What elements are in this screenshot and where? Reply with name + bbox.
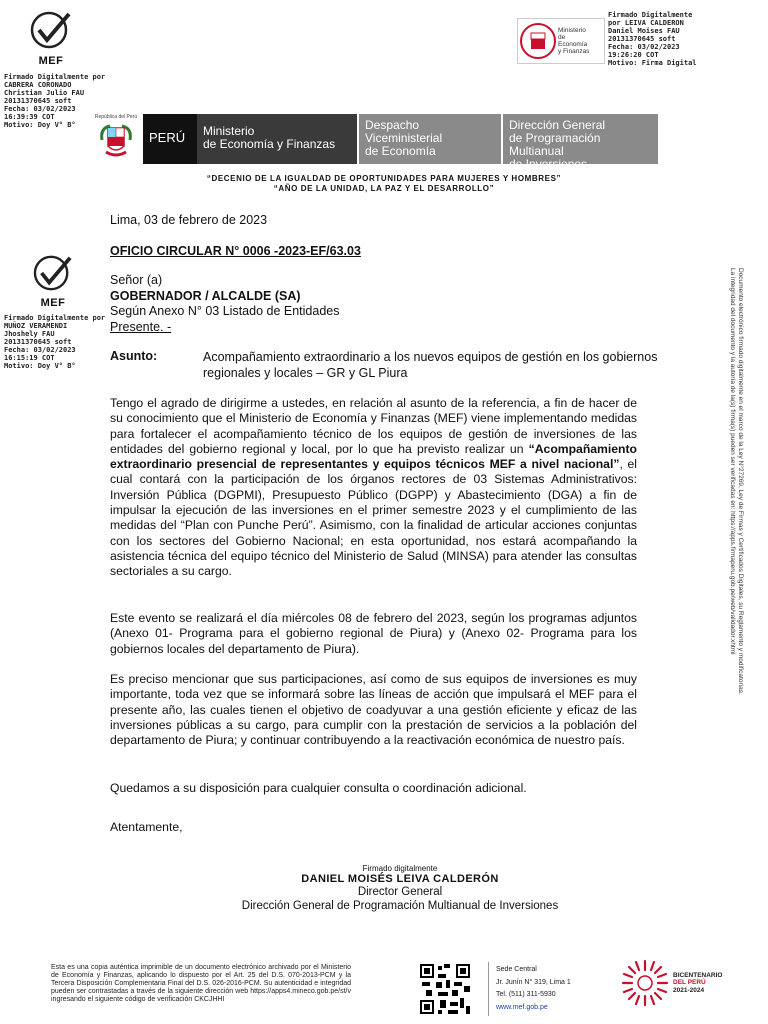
signature-block-mid-left: [4, 314, 114, 370]
digital-signature-note: Firmado digitalmente: [362, 864, 438, 873]
qr-code-icon: [418, 962, 472, 1016]
sig-line: CABRERA CORONADO: [4, 81, 72, 89]
footer-authenticity-notice: Esta es una copia auténtica imprimible de un documento electrónico archivado por el Ministerio de Economía y Finanzas, aplicando lo dispuesto por el Art. 25 del D.S. 070-2013-PCM y la Tercera Disposición Complementaria Final del D.S. 026-2016-PCM. Su autenticidad e integridad pueden ser contrastadas a través de la siguiente dirección web https://apps4.mineco.gob.pe/st/v ingresando el siguiente código de verificación CKCJHHI: [51, 964, 351, 1003]
sig-line: Firmado Digitalmente: [608, 11, 693, 19]
mef-logo-label: MEF: [40, 297, 66, 309]
paragraph-1-highlight: “Acompañamiento extraordinario presencial de representantes y equipos técnicos MEF a nivel nacional”: [110, 441, 637, 472]
recipient: GOBERNADOR / ALCALDE (SA): [110, 288, 301, 303]
motto-line-2: “AÑO DE LA UNIDAD, LA PAZ Y EL DESARROLLO”: [273, 184, 495, 193]
sig-line: Motivo: Firma Digital: [608, 59, 697, 67]
recipient-block: [110, 273, 339, 335]
sig-line: Fecha: 03/02/2023: [608, 43, 680, 51]
check-seal-icon: [32, 254, 74, 292]
bicentenario-line: DEL PERÚ: [673, 979, 706, 987]
sig-line: Jhoshely FAU: [4, 330, 55, 338]
sig-line: Fecha: 03/02/2023: [4, 105, 76, 113]
website-link[interactable]: www.mef.gob.pe: [496, 1003, 548, 1011]
direction-line: de Programación Multianual: [509, 131, 601, 158]
sig-line: Fecha: 03/02/2023: [4, 346, 76, 354]
mef-logo-top: [27, 10, 75, 67]
sig-line: Motivo: Doy V° B°: [4, 121, 76, 129]
coat-of-arms-icon: [96, 120, 136, 160]
salutation: Señor (a): [110, 273, 163, 287]
sig-line: 20131370645 soft: [4, 97, 72, 105]
paragraph-4: Quedamos a su disposición para cualquier consulta o coordinación adicional.: [110, 781, 527, 795]
letter-date: Lima, 03 de febrero de 2023: [110, 213, 268, 227]
footer-divider: [488, 962, 489, 1016]
bicentenario-line: BICENTENARIO: [673, 971, 723, 979]
paragraph-1: [110, 396, 637, 580]
header-band: [143, 114, 658, 171]
bicentenario-burst-icon: [620, 958, 670, 1008]
paragraph-2: Este evento se realizará el día miércoles 08 de febrero del 2023, según los programas adjuntos (Anexo 01- Programa para el gobierno regional de Piura) y (Anexo 02- Programa para los gobiernos locales del departamento de Piura).: [110, 611, 637, 656]
direction-line: de Inversiones: [509, 157, 588, 171]
signer-block: [140, 864, 660, 913]
sig-line: Firmado Digitalmente por: [4, 73, 106, 81]
closing: Atentamente,: [110, 820, 183, 834]
seal-caption: [558, 27, 589, 55]
sig-line: 16:39:39 COT: [4, 113, 55, 121]
ministry-line: Ministerio: [203, 124, 255, 138]
subject-label: Asunto:: [110, 349, 158, 363]
present: Presente. -: [110, 319, 172, 334]
side-validation-note: [728, 268, 744, 736]
sig-line: 20131370645 soft: [4, 338, 72, 346]
signer-office: Dirección General de Programación Multianual de Inversiones: [241, 900, 559, 912]
seal-line: Economía: [558, 41, 588, 48]
mef-logo-mid: [29, 254, 77, 309]
annex-reference: Según Anexo N° 03 Listado de Entidades: [110, 304, 340, 318]
ministry-line: de Economía y Finanzas: [203, 137, 336, 151]
sig-line: 19:26:20 COT: [608, 51, 659, 59]
bicentenario-logo: [620, 958, 722, 1008]
sig-line: 20131370645 soft: [608, 35, 676, 43]
shield-caption: República del Perú: [94, 114, 138, 120]
bicentenario-line: 2021-2024: [673, 986, 705, 994]
peru-label: PERÚ: [149, 130, 186, 145]
seal-line: y Finanzas: [558, 48, 590, 55]
subject-text: Acompañamiento extraordinario a los nuevos equipos de gestión en los gobiernos regionales y locales – GR y GL Piura: [203, 350, 658, 380]
signer-name: DANIEL MOISÉS LEIVA CALDERÓN: [301, 873, 499, 885]
sig-line: Daniel Moises FAU: [608, 27, 680, 35]
sig-line: por LEIVA CALDERON: [608, 19, 684, 27]
letter-reference: OFICIO CIRCULAR N° 0006 -2023-EF/63.03: [110, 244, 361, 258]
vice-line: Despacho: [365, 118, 420, 132]
paragraph-1-text: Tengo el agrado de dirigirme a ustedes, en relación al asunto de la referencia, a fin de hacer de su conocimiento que el Ministerio de Economía y Finanzas (MEF) viene implementando medidas para fortalecer el acompañamiento técnico de los equipos de gestión de inversiones de las entidades del gobierno regional y local, por lo que ha previsto realizar un: [110, 396, 637, 456]
sig-line: 16:15:19 COT: [4, 354, 55, 362]
vice-line: de Economía: [365, 144, 436, 158]
paragraph-3: Es preciso mencionar que sus participaciones, así como de sus equipos de inversiones es muy importante, toda vez que se informará sobre las líneas de acción que impulsará el MEF para el presente año, las cuales tienen el objetivo de coadyuvar a una gestión eficiente y eficaz de las inversiones públicas a su cargo, para cumplir con la prestación de servicios a la población del departamento de Piura; y continuar contribuyendo a la reactivación económica de nuestro país.: [110, 672, 637, 748]
direction-line: Dirección General: [509, 118, 606, 132]
signature-seal-top-right: [517, 18, 605, 64]
peru-coat-of-arms: [93, 114, 139, 165]
seal-line: de: [558, 34, 566, 41]
sig-line: MUÑOZ VERAMENDI: [4, 322, 68, 330]
sig-line: Firmado Digitalmente por: [4, 314, 106, 322]
sig-line: Christian Julio FAU: [4, 89, 85, 97]
phone-line: Tel. (511) 311-5930: [496, 991, 556, 998]
mef-logo-label: MEF: [38, 55, 64, 67]
band-vice: [359, 114, 501, 164]
vice-line: Viceministerial: [365, 131, 443, 145]
side-note-line: Documento electrónico firmado digitalmente en el marco de la Ley N°27269, Ley de Firmas y Certificados Digitales, su Reglamento y modificatorias.: [737, 268, 744, 695]
footer-address: [496, 964, 571, 1014]
signer-title: Director General: [357, 886, 443, 898]
sig-line: Motivo: Doy V° B°: [4, 362, 76, 370]
motto-line-1: “DECENIO DE LA IGUALDAD DE OPORTUNIDADES PARA MUJERES Y HOMBRES”: [206, 174, 562, 183]
signature-block-top-right: [608, 11, 718, 67]
band-peru: [143, 114, 197, 164]
paragraph-1-text-cont: , el cual contará con la participación de los órganos rectores de 03 Sistemas Administrativos: Inversión Pública (DGPMI), Presupuesto Público (DGPP) y Abastecimiento (DGA) a fin de impulsar la ejecución de las inversiones en el primer semestre 2023 y el cumplimiento de las medidas del “Plan con Punche Perú”. Asimismo, con la finalidad de articular acciones conjuntas con los sectores del Gobierno Nacional; en esta oportunidad, nos estará acompañando la asistencia técnica del equipo técnico del Ministerio de Salud (MINSA) para atender las consultas sectoriales a su cargo.: [110, 457, 637, 579]
band-ministry: [197, 114, 357, 164]
bicentenario-text: [673, 972, 722, 995]
motto: [0, 174, 768, 194]
address-title: Sede Central: [496, 966, 537, 973]
seal-line: Ministerio: [558, 27, 586, 34]
peru-shield-icon: [518, 21, 558, 61]
check-seal-icon: [29, 10, 73, 50]
band-direction: [503, 114, 658, 171]
side-note-line: La integridad del documento y la autoría de la(s) firma(s) pueden ser verificadas en: https://apps.firmaperu.gob.pe/web/validador.xhtml: [729, 268, 736, 655]
address-line: Jr. Junín N° 319, Lima 1: [496, 978, 571, 986]
